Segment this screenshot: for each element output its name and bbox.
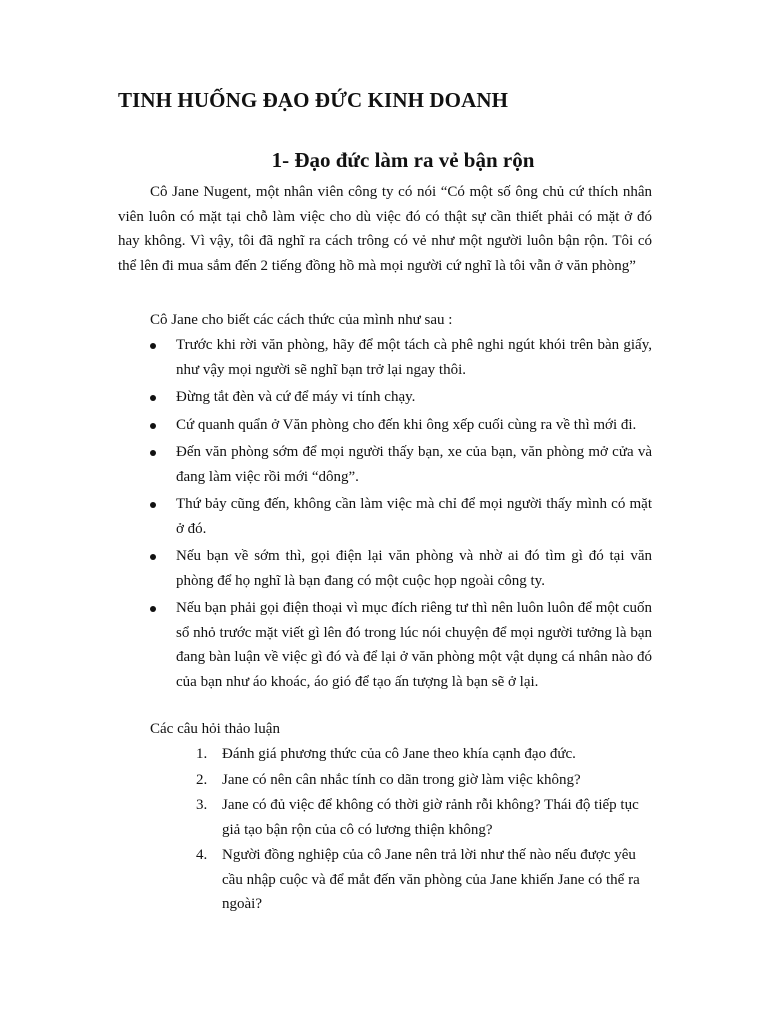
document-title: TINH HUỐNG ĐẠO ĐỨC KINH DOANH (118, 88, 509, 112)
list-item-text: Đến văn phòng sớm để mọi người thấy bạn, xe của bạn, văn phòng mở cửa và đang làm việc rồi mới “dông”. (176, 444, 652, 485)
section-title: 1- Đạo đức làm ra vẻ bận rộn (271, 148, 535, 172)
list-item-text: Đừng tắt đèn và cứ để máy vi tính chạy. (176, 389, 416, 405)
methods-list (150, 333, 652, 697)
list-item (150, 385, 652, 410)
bullet-icon (150, 395, 156, 401)
question-text: Jane có nên cân nhắc tính co dãn trong giờ làm việc không? (222, 771, 581, 788)
list-item-text: Trước khi rời văn phòng, hãy để một tách cà phê nghi ngút khói trên bàn giấy, như vậy mọi người sẽ nghĩ bạn trở lại ngay thôi. (176, 337, 652, 378)
bullet-icon (150, 502, 156, 508)
list-item (150, 544, 652, 593)
list-item (150, 413, 652, 438)
list-item (150, 440, 652, 489)
intro-paragraph: Cô Jane Nugent, một nhân viên công ty có nói “Có một số ông chủ cứ thích nhân viên luôn có mặt tại chỗ làm việc cho dù việc đó có thật sự cần thiết phải có mặt ở đó hay không. Vì vậy, tôi đã nghĩ ra cách trông có vẻ như một người luôn bận rộn. Tôi có thể lên đi mua sắm đến 2 tiếng đồng hồ mà mọi người cứ nghĩ là tôi vẫn ở văn phòng” (118, 184, 652, 274)
list-item (150, 492, 652, 541)
bullet-icon (150, 343, 156, 349)
question-text: Người đồng nghiệp của cô Jane nên trả lời như thế nào nếu được yêu cầu nhập cuộc và để mắt đến văn phòng của Jane khiến Jane có thể ra ngoài? (222, 847, 640, 912)
question-item (196, 793, 652, 842)
questions-heading: Các câu hỏi thảo luận (150, 721, 280, 737)
list-item-text: Nếu bạn phải gọi điện thoại vì mục đích riêng tư thì nên luôn luôn để một cuốn sổ nhỏ trước mặt viết gì lên đó trong lúc nói chuyện để mọi người tưởng là bạn đang bàn luận về việc gì đó và để lại ở văn phòng một vật dụng cá nhân nào đó của bạn như áo khoác, áo gió để tạo ấn tượng là bạn sẽ ở lại. (176, 600, 652, 690)
bullet-icon (150, 606, 156, 612)
methods-lead: Cô Jane cho biết các cách thức của mình như sau : (150, 312, 453, 328)
questions-list (196, 742, 652, 918)
question-number: 2. (196, 771, 208, 788)
list-item (150, 333, 652, 382)
question-number: 4. (196, 847, 208, 863)
question-item (196, 768, 652, 793)
bullet-icon (150, 423, 156, 429)
question-number: 3. (196, 797, 208, 813)
question-item (196, 843, 652, 917)
question-text: Đánh giá phương thức của cô Jane theo khía cạnh đạo đức. (222, 746, 576, 762)
list-item-text: Cứ quanh quẩn ở Văn phòng cho đến khi ông xếp cuối cùng ra về thì mới đi. (176, 416, 637, 433)
bullet-icon (150, 554, 156, 560)
list-item-text: Thứ bảy cũng đến, không cần làm việc mà chỉ để mọi người thấy mình có mặt ở đó. (176, 496, 652, 537)
question-item (196, 742, 652, 767)
list-item (150, 596, 652, 694)
bullet-icon (150, 450, 156, 456)
list-item-text: Nếu bạn về sớm thì, gọi điện lại văn phòng và nhờ ai đó tìm gì đó tại văn phòng để họ nghĩ là bạn đang có một cuộc họp ngoài công ty. (176, 548, 652, 589)
question-number: 1. (196, 746, 208, 762)
question-text: Jane có đủ việc để không có thời giờ rảnh rỗi không? Thái độ tiếp tục giả tạo bận rộn của cô có lương thiện không? (222, 797, 639, 838)
